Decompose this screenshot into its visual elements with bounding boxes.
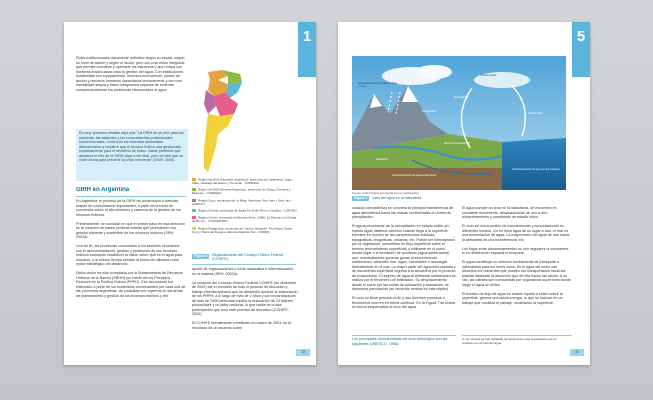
legend-item: Región del NEA (Noreste Argentino): provincias de Chaco, Formosa y Misiones - CORENEA <box>192 187 291 196</box>
label-infiltration: Infiltración <box>376 158 388 161</box>
body-column-2: aporte de organizaciones y foros nacionales e internacionales en la materia (SRH, 2002a). La creación del Consejo Hídrico Federal-COHIFE (en diciembre de 2002) fue el corolario de todo el proceso de discusión y trabajo interdisciplinario que se desarrolló durante la elaboración de los PRPH; a lo largo de más de 2 años y con la participación de más de 2500 personas implicó la realización de 23 talleres provinciales y un taller nacional, lo que habla de la alta participación que tuvo este proceso de discusión (COHIFE, 2004). El COHIFE formalmente constituido en marzo de 2003, es el resultado de un acuerdo sobre <box>192 267 298 330</box>
body-column-2: El agua cumple un ciclo en la naturaleza, se encuentra en constante movimiento, desplazándose de uno a otro almacenamiento y cambiando de estado físico. El ciclo es una sucesión de transferencias y acumulaciones en diferentes medios. Un río lleva agua de un lugar a otro, el mar es una acumulación de agua. La evaporación del agua de mar hacia la atmósfera es una transferencia, etc. Los flujos entre almacenamientos no son regulares ni constantes, ni en distribución espacial ni temporal. El agua constituye un vehículo fundamental de transporte e intercambio para los seres vivos. En el agua del suelo van disueltos los nutrientes que pueden ser transportados hacia las plantas mediante la absorción que de ella hacen las raíces. A su vez, las plantas son consumidas por organismos superiores donde luego el agua se utiliza. El transito de flujo de agua en estado líquido o sólido sobre la superficie, genera una cierta energía, lo que se traduce en un trabajo que modifica el paisaje, modelando la superficie. <box>462 206 572 305</box>
label-runoff: Escorrentía superficial <box>444 142 470 145</box>
label-ocean: Almacenamiento de agua en los océanos <box>512 168 560 171</box>
column-rule <box>352 335 456 336</box>
section-title: GIRH en Argentina <box>76 187 130 193</box>
label-precipitation: Precipitación <box>454 96 469 99</box>
left-page <box>64 22 316 365</box>
figure-caption: Ciclo del agua en la naturaleza <box>372 196 422 200</box>
label-evaporation: Evaporación <box>528 112 543 115</box>
water-cycle-diagram <box>352 56 566 190</box>
caption-rule <box>192 264 296 265</box>
footnote-rule <box>462 335 572 336</box>
map-region-patagonia <box>204 114 234 172</box>
quote-callout <box>76 129 188 181</box>
intro-paragraph: Roles institucionales claramente definidos según su escala, según su nivel de acción y según el sector, pero con una visión integrada que permita coordinar y optimizar los esfuerzos y que rompa con fronteras inadecuadas para la gestión del agua. Con instituciones fortalecidas con equipamiento, recursos económicos, planes de acción y recursos humanos capacitados técnicamente y con una mentalidad amplia y visión integradora capaces de entender comprensivamente los problemas relacionados al agua. <box>76 56 185 92</box>
section-rule <box>76 196 186 197</box>
page-number: 34 <box>570 349 584 356</box>
label-groundwater: Almacenamiento de agua subterránea <box>392 174 436 177</box>
chapter-tab <box>298 22 316 77</box>
footnote: 4 - En cursiva se han señalado los fenómenos más importantes que se producen en el ciclo del agua. <box>462 338 557 345</box>
chapter-number: 1 <box>302 28 312 45</box>
ground-layer <box>352 168 502 190</box>
right-page <box>338 22 590 365</box>
body-column-1: culación atmosférica) se concreta la principal transferencia de agua atmosférica hacia las masas continentales en forma de precipitación. El agua proveniente de la precipitación en estado sólido y/o líquido sigue distintos caminos cuando llega a la superficie terrestre en función de las características edáficas, topográficas, biográficas, urbanas, etc. Puede ser interceptada por la vegetación, convertirse en flujo superficial sobre el terreno (escurrimiento superficial) o infiltrarse en el suelo donde lugar a la formación de acuíferos (agua subterránea) que, eventualmente generan gusas al escurrimiento subterráneo, afluentes ríos, lagos, humedales o descargar directamente en el mar. La mayor parte del agua interceptada y de escorrentía superficial regresa a la atmósfera por el proceso de evaporación. El ingreso de agua al ambiente subterráneo se realiza por el fenómeno de infiltración. Su desplazamiento desde el suelo por las zonas de saturación y saturación, se denomina percolación (su recorrido vertical es más rápido). El ciclo no tiene principio ni fin y sus diversos procesos o fenómenos ocurren en forma continua. En la Figura 7 se ilustra en forma esquemática el ciclo del agua. <box>352 206 456 309</box>
chapter-tab <box>572 22 590 77</box>
label-storage-ice: Almacenamiento de agua en hielo y nieve <box>358 82 398 88</box>
figure-label: Figura 6 <box>194 254 208 258</box>
diagram-source: Fuente: United States Geological Survey (adaptación) <box>352 191 419 195</box>
ocean <box>502 138 566 190</box>
argentina-map <box>194 68 254 178</box>
legend-item: Región del NOA (Noroeste Argentino): provincias de Catamarca, Jujuy, Salta, Santiago del Estero y Tucumán - CODINOA <box>192 177 293 185</box>
figure-label: Figura 7 <box>354 196 368 200</box>
figure-caption: Regionalización del Consejo Hídrico Federal (COHIFE) <box>212 253 283 262</box>
map-region-centro <box>214 92 238 116</box>
body-column-1-footer: Los principales características del ciclo hidrológico son las siguientes (UNESCO, 1986): <box>352 337 448 346</box>
page-number: 18 <box>296 349 310 356</box>
legend-item: Región Cuyo: provincias de La Rioja, Mendoza, San Juan y San Luis - CORCUY <box>192 198 292 206</box>
label-condensation: Condensación <box>480 74 497 77</box>
legend-item: Región Patagónica: provincias de Chubut, Neuquén, Río Negro, Santa Cruz y Tierra del Fuego e Islas del Atlántico Sur - COIRPA <box>192 226 292 234</box>
chapter-number: 5 <box>576 28 586 45</box>
cloud <box>416 65 452 79</box>
map-legend <box>192 178 298 237</box>
legend-item: Región Central: provincias de Santa Fe, Entre Ríos y Córdoba - CORCEN <box>192 209 298 213</box>
body-column-1: En Argentina, el proceso de la GIRH ha comenzado a transitar etapas de consolidación importantes, a partir de la toma de conciencia sobre el alto deterioro y carencia de la gestión de los recursos hídricos. Primeramente, se coincidió en que el primer paso en esa dirección es la creación de bases jurídicas sólidas que promuevan una gestión eficiente y sostenible de los recursos hídricos (SRH, 2002a). Con tal fin, las provincias convocaron a los sectores vinculados con el aprovechamiento, gestión y protección de sus recursos hídricos buscando establecer la visión sobre qué es el agua para nosotros, y al mismo tiempo señalar la forma de utilizarla como motor estratégico del desarrollo. Dicha visión ha sido compilada por la Subsecretaría de Recursos Hídricos de la Nación (SRHN) por medio de los Principios Rectores de la Política Hídrica (PRPH). Ese documento fue elaborado a partir de los contenidos concordantes por cada una de las provincias argentinas, de consultas con expertos en las áreas de planeamiento y gestión de los recursos hídricos y del <box>76 199 186 298</box>
legend-item: Región Centro: provincias de Buenos Aires, CABA, La Pampa y la Ciudad de Bs. As. - CORCENTRO <box>192 215 297 224</box>
callout-text: Es muy oportuno resaltar aquí que "La GIRH es un reto para las prácticas, las actitudes y los conocimientos profesionales convencionales. Confronta los intereses sectoriales atrincherados y requiere que el recurso hídrico sea gestionado holísticamente para el beneficio de todos. Nadie pretende que alcanzar el reto de la GIRH vaya a ser fácil, pero es vital que se inicie ahora para prevenir la crisis inminente" (GWP, 2005). <box>79 131 184 162</box>
legend-swatch <box>192 209 196 212</box>
label-sublimation: Sublimación <box>422 110 437 113</box>
